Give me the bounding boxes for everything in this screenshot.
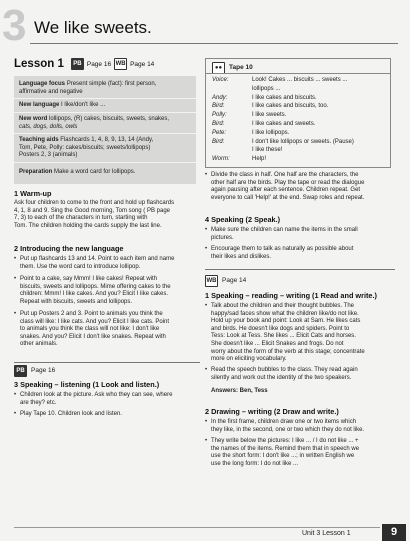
lesson-title: Lesson 1 xyxy=(14,58,64,70)
tape-speaker: Worm: xyxy=(212,156,230,163)
tape-line: lollipops ... xyxy=(252,85,281,92)
unit-title: We like sweets. xyxy=(34,18,152,37)
srw-bullet-1: • Talk about the children and their thought bubbles. The happy/sad faces show what the children like/do not like. Hold up your book and point: Look at Sam. He likes cats and birds. He doesn't like dogs and spiders. Point to Tess: Look at Tess. She likes ... Elicit Cats and horses. She doesn't like ... Elicit Snakes and frogs. Do not worry about the form of the verb at this stage; concentrate more on eliciting vocabulary. xyxy=(205,303,395,364)
tape-speaker: Bird: xyxy=(212,138,225,145)
speaking-heading: 3 Speaking – listening (1 Look and listen.) xyxy=(14,380,160,389)
cassette-icon: ●● xyxy=(212,62,225,74)
tape-line: I don't like lollipops or sweets. (Pause) xyxy=(252,138,354,145)
pb-page: Page 16 xyxy=(86,60,112,68)
tape-transcript-box xyxy=(205,58,391,168)
intro-bullet-1: • Put up flashcards 13 and 14. Point to each item and name them. Use the word card to introduce lollipop. xyxy=(14,256,200,271)
page-footer xyxy=(0,524,410,541)
intro-bullet-2: • Point to a cake, say Mmm! I like cakes! Repeat with biscuits, sweets and lollipops. Mime offering cakes to the children: Mmm! I like cakes. And you? Elicit I like cakes. Repeat with biscuits, sweets and lollipops. xyxy=(14,276,200,306)
new-language: New language I like/don't like ... xyxy=(19,102,106,108)
pupils-book-icon: PB xyxy=(14,365,27,377)
wb-subheader xyxy=(205,275,391,287)
speaking2-bullet-1: • Make sure the children can name the items in the small pictures. xyxy=(205,227,395,242)
title-rule xyxy=(30,43,398,44)
tape-line: Look! Cakes ... biscuits ... sweets ... xyxy=(252,77,348,83)
lesson-pages xyxy=(71,58,154,70)
drawing-bullet-1: • In the first frame, children draw one or two items which they like, in the second, one or two which they do not like. xyxy=(205,419,395,434)
pb-subheader-page: Page 16 xyxy=(31,367,56,375)
speaking-bullet-2: • Play Tape 10. Children look and listen. xyxy=(14,411,200,419)
tape-line: I like these! xyxy=(252,147,283,154)
tape-label: Tape 10 xyxy=(229,64,253,72)
workbook-icon: WB xyxy=(205,275,218,287)
language-focus: Language focus Present simple (fact): first person, affirmative and negative xyxy=(19,81,157,95)
preparation: Preparation Make a word card for lollipops. xyxy=(19,169,136,175)
srw-bullet-2: • Read the speech bubbles to the class. They read again silently and work out the identity of the two speakers. xyxy=(205,367,395,382)
lesson-header xyxy=(14,58,154,70)
tape-speaker: Andy: xyxy=(212,94,228,101)
intro-heading: 2 Introducing the new language xyxy=(14,244,124,253)
drawing-heading: 2 Drawing – writing (2 Draw and write.) xyxy=(205,407,339,416)
new-word: New word lollipops, (R) cakes, biscuits, sweets, snakes, cats, dogs, dolls, owls xyxy=(19,116,170,130)
footer-label: Unit 3 Lesson 1 xyxy=(302,530,351,537)
tape-speaker: Voice: xyxy=(212,77,229,83)
pupils-book-icon: PB xyxy=(71,58,84,70)
lesson-info-box xyxy=(14,76,196,184)
page-number: 9 xyxy=(382,524,406,541)
tape-line: I like cakes and biscuits, too. xyxy=(252,103,329,110)
drawing-bullet-2: • They write below the pictures: I like ... / I do not like ... + the names of the items. Remind them that in speech we use the short form: I don't like ...; in written English we use the long form: I do not like ... xyxy=(205,438,395,468)
answers: Answers: Ben, Tess xyxy=(211,388,268,394)
teaching-aids: Teaching aids Flashcards 1, 4, 8, 9, 13, 14 (Andy, Tom, Pete, Polly: cakes/biscuits; sweets/lollipops) Posters 2, 3 (animals) xyxy=(19,137,154,158)
tape-line: I like cakes and biscuits. xyxy=(252,94,317,101)
pb-subheader xyxy=(14,365,200,377)
tape-instructions-bullet: • Divide the class in half. One half are the characters, the other half are the birds. Play the tape or read the dialogue again pausing after each sentence. Children repeat. Get everyone to call 'Help!' at the end. Swap roles and repeat. xyxy=(205,172,395,202)
speaking2-bullet-2: • Encourage them to talk as naturally as possible about their likes and dislikes. xyxy=(205,246,395,261)
srw-heading: 1 Speaking – reading – writing (1 Read and write.) xyxy=(205,291,377,300)
warmup-text: Ask four children to come to the front and hold up flashcards 4, 1, 8 and 9. Sing the Good morning, Tom song ( PB page 7, 3) to each of the characters in turn, starting with Tom. The children holding the cards supply the last line. xyxy=(14,200,175,229)
wb-subheader-page: Page 14 xyxy=(222,277,247,285)
workbook-icon: WB xyxy=(114,58,127,70)
tape-speaker: Bird: xyxy=(212,103,225,110)
intro-bullet-3: • Put up Posters 2 and 3. Point to animals you think the class will like: I like cats. And you? Elicit I like cats. Point to animals you think the class will not like: I don't like snakes. And you? Elicit I don't like snakes. Repeat with other animals. xyxy=(14,311,200,349)
tape-line: I like cakes and sweets. xyxy=(252,121,316,127)
tape-speaker: Polly: xyxy=(212,112,227,119)
tape-line: I like lollipops. xyxy=(252,129,290,136)
tape-line: Help! xyxy=(252,156,267,163)
unit-number: 3 xyxy=(2,1,27,50)
speaking2-heading: 4 Speaking (2 Speak.) xyxy=(205,215,281,224)
speaking-bullet-1: • Children look at the picture. Ask who they can see, where are they? etc. xyxy=(14,392,200,407)
tape-speaker: Bird: xyxy=(212,121,225,127)
tape-line: I like sweets. xyxy=(252,112,287,119)
warmup-heading: 1 Warm-up xyxy=(14,189,52,198)
wb-page: Page 14 xyxy=(130,60,155,68)
tape-speaker: Pete: xyxy=(212,129,227,136)
